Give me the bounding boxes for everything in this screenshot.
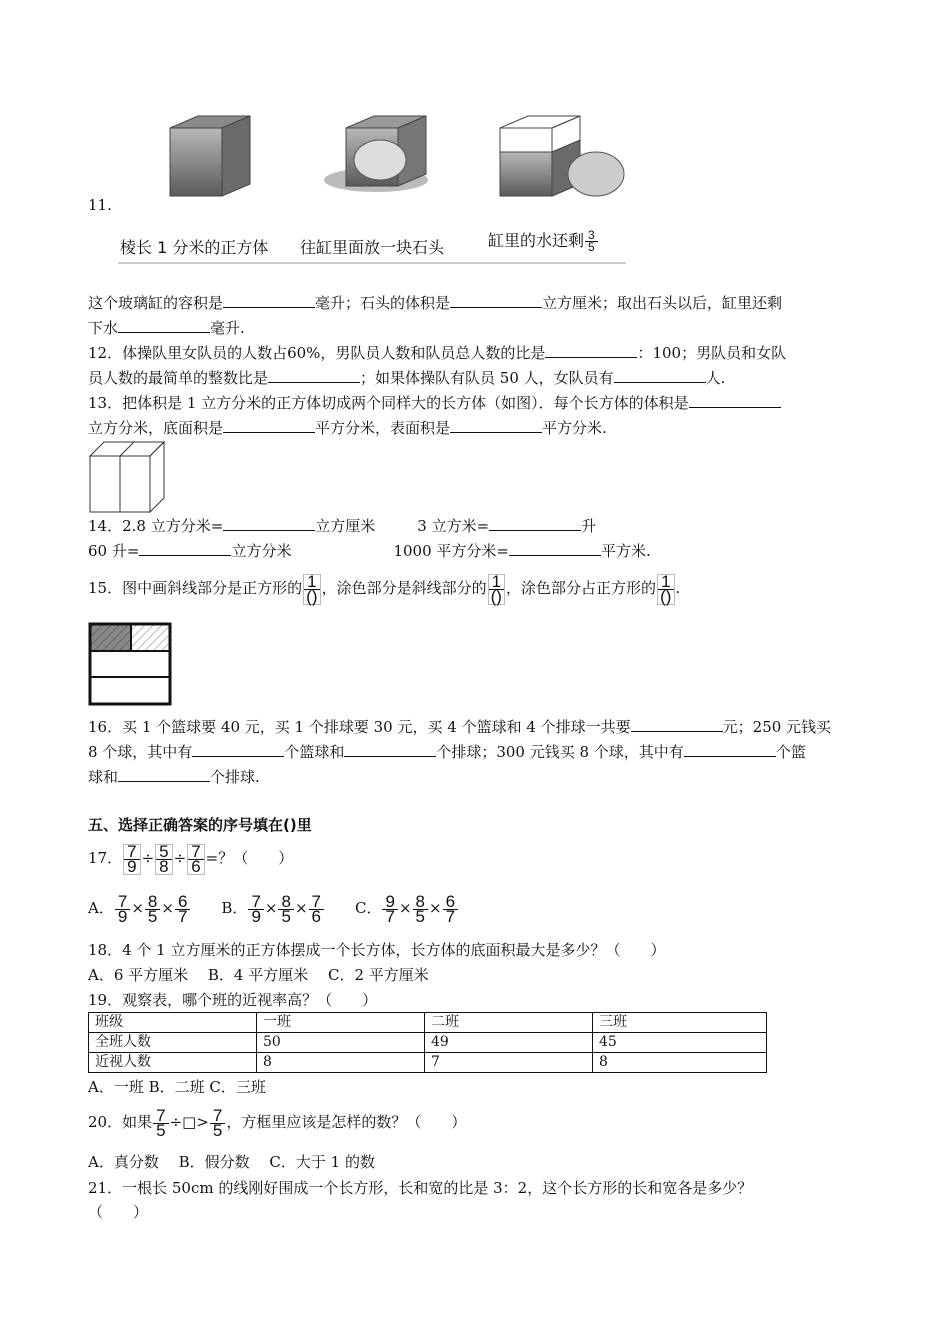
q12-blank-simplest-ratio[interactable] — [268, 368, 360, 383]
q17-question: 17． $\frac{7}{9}$ ÷ $\frac{5}{8}$ ÷ $\frac{7}{6}$ =？（ ） — [88, 841, 294, 876]
cube-stone-icon — [324, 116, 428, 192]
q14-blank-liter[interactable] — [489, 516, 581, 531]
q14-blank-cm3[interactable] — [223, 516, 315, 531]
q21-answer-paren[interactable]: （ ） — [88, 1203, 149, 1221]
cube-full-icon — [170, 116, 250, 196]
table-cell: 45 — [593, 1033, 767, 1053]
q13-blank-base-area[interactable] — [223, 418, 315, 433]
q15-fraction-2[interactable]: $\frac{1}{()}$ — [488, 574, 505, 605]
q21-question: 21．一根长 50cm 的线刚好围成一个长方形，长和宽的比是 3：2，这个长方形的长和宽各是多少？ — [88, 1179, 753, 1197]
q11-caption-3-text: 缸里的水还剩 — [488, 231, 585, 250]
table-cell: 49 — [425, 1033, 593, 1053]
table-cell: 8 — [257, 1053, 425, 1073]
q16-line1: 16．买 1 个篮球要 40 元，买 1 个排球要 30 元，买 4 个篮球和 4 个排球一共要 元；250 元钱买 — [88, 718, 832, 736]
q16-blank-basketball-250[interactable] — [192, 742, 284, 757]
table-row — [89, 1033, 767, 1053]
q17-option-b[interactable]: B． $\frac{7}{9}$ × $\frac{8}{5}$ × $\frac{7}{6}$ — [221, 899, 325, 917]
q15-line: 15．图中画斜线部分是正方形的 $\frac{1}{()}$ ，涂色部分是斜线部分的 $\frac{1}{()}$ ，涂色部分占正方形的 $\frac{1}{()}$ . — [88, 571, 681, 606]
table-cell: 7 — [425, 1053, 593, 1073]
q20-question: 20．如果 $\frac{7}{5}$ ÷□> $\frac{7}{5}$ ，方框里应该是怎样的数？（ ） — [88, 1105, 467, 1140]
q20-frac-1: $\frac{7}{5}$ — [153, 1109, 168, 1138]
q11-caption-fraction: $\frac{3}{5}$ — [585, 230, 598, 253]
q12-line1: 12．体操队里女队员的人数占60%，男队员人数和队员总人数的比是 ：100；男队员和女队 — [88, 344, 787, 362]
q13-line2: 立方分米，底面积是 平方分米，表面积是 平方分米. — [88, 419, 607, 437]
q17-option-c[interactable]: C． $\frac{9}{7}$ × $\frac{8}{5}$ × $\frac{6}{7}$ — [355, 899, 459, 917]
q11-blank-capacity[interactable] — [223, 293, 315, 308]
q20-options[interactable]: A．真分数 B．假分数 C．大于 1 的数 — [88, 1153, 375, 1171]
q17-options — [88, 888, 459, 928]
q11-caption-1: 棱长 1 分米的正方体 — [120, 238, 269, 257]
table-cell: 二班 — [425, 1013, 593, 1033]
table-cell: 8 — [593, 1053, 767, 1073]
q12-blank-ratio[interactable] — [545, 343, 637, 358]
q16-blank-volleyball-250[interactable] — [344, 742, 436, 757]
q16-blank-basketball-300[interactable] — [684, 742, 776, 757]
q15-square-figure — [88, 622, 174, 706]
q11-caption-3 — [488, 228, 599, 253]
table-row — [89, 1013, 767, 1033]
q18-options[interactable]: A．6 平方厘米 B．4 平方厘米 C．2 平方厘米 — [88, 966, 429, 984]
table-cell: 全班人数 — [89, 1033, 257, 1053]
q16-line3: 球和 个排球. — [88, 768, 260, 786]
q17-frac-3: $\frac{7}{6}$ — [187, 844, 204, 875]
q14-line2: 60 升= 立方分米 1000 平方分米= 平方米. — [88, 542, 651, 560]
q17-option-a[interactable]: A． $\frac{7}{9}$ × $\frac{8}{5}$ × $\frac{6}{7}$ — [88, 899, 191, 917]
q16-blank-total[interactable] — [631, 717, 723, 732]
section5-title: 五、选择正确答案的序号填在()里 — [88, 816, 312, 834]
q17-frac-1: $\frac{7}{9}$ — [123, 844, 140, 875]
q19-options[interactable]: A．一班 B．二班 C．三班 — [88, 1078, 266, 1096]
q14-line1: 14．2.8 立方分米= 立方厘米 3 立方米= 升 — [88, 517, 597, 535]
q11-line2: 下水 毫升. — [88, 319, 245, 337]
table-cell: 班级 — [89, 1013, 257, 1033]
table-cell: 三班 — [593, 1013, 767, 1033]
cube-remaining-icon — [500, 116, 624, 196]
table-row — [89, 1053, 767, 1073]
q19-question: 19．观察表，哪个班的近视率高？（ ） — [88, 991, 378, 1009]
q11-blank-water-left[interactable] — [118, 318, 210, 333]
q19-table — [88, 1012, 767, 1073]
q16-line2: 8 个球，其中有 个篮球和 个排球；300 元钱买 8 个球，其中有 个篮 — [88, 743, 806, 761]
q17-frac-2: $\frac{5}{8}$ — [155, 844, 172, 875]
q14-blank-m2[interactable] — [509, 541, 601, 556]
q12-blank-female-count[interactable] — [614, 368, 706, 383]
q11-line1: 这个玻璃缸的容积是 毫升；石头的体积是 立方厘米；取出石头以后，缸里还剩 — [88, 294, 783, 312]
table-cell: 50 — [257, 1033, 425, 1053]
q11-number: 11. — [88, 196, 112, 214]
q12-line2: 员人数的最简单的整数比是 ；如果体操队有队员 50 人，女队员有 人. — [88, 369, 726, 387]
q14-blank-dm3[interactable] — [139, 541, 231, 556]
table-cell: 一班 — [257, 1013, 425, 1033]
table-cell: 近视人数 — [89, 1053, 257, 1073]
q11-caption-2: 往缸里面放一块石头 — [300, 238, 445, 257]
q20-frac-2: $\frac{7}{5}$ — [210, 1109, 225, 1138]
q13-cube-figure — [88, 440, 168, 514]
q18-question: 18．4 个 1 立方厘米的正方体摆成一个长方体，长方体的底面积最大是多少？（ ） — [88, 941, 666, 959]
q13-blank-surface-area[interactable] — [450, 418, 542, 433]
q13-line1: 13．把体积是 1 立方分米的正方体切成两个同样大的长方体（如图）．每个长方体的体积是 — [88, 393, 781, 413]
q13-blank-volume[interactable] — [689, 393, 781, 408]
q11-blank-stone-volume[interactable] — [450, 293, 542, 308]
q15-fraction-1[interactable]: $\frac{1}{()}$ — [303, 574, 320, 605]
q16-blank-volleyball-300[interactable] — [118, 767, 210, 782]
q15-fraction-3[interactable]: $\frac{1}{()}$ — [657, 574, 674, 605]
